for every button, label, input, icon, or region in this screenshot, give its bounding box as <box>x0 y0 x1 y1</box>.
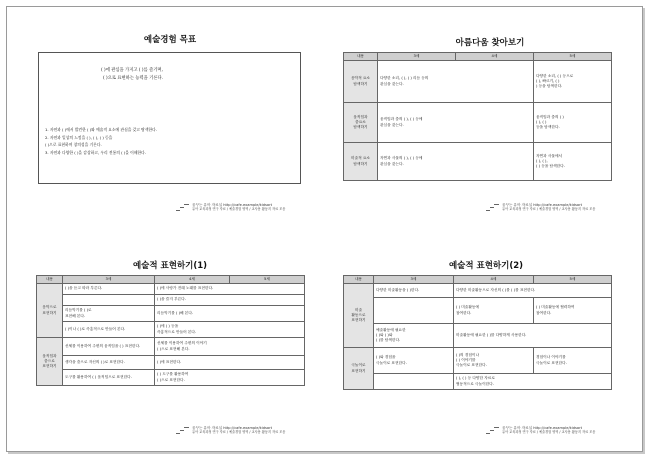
cell-age3: 리듬악기를 ( )로 표현해 본다. <box>63 306 155 322</box>
stairs-icon <box>486 427 500 435</box>
q2-header-age4: 4세 <box>456 53 534 61</box>
goal-item-3: 3. 자연과 다양한 ( )을 감상하고, 우리 전통의 ( )을 이해한다. <box>45 150 147 155</box>
table-row <box>37 306 305 322</box>
q2-header-age5: 5세 <box>534 53 612 61</box>
cell-age4: ( ) 미술활동에 참여한다. <box>454 298 534 324</box>
cell-age4-5: 미술활동에 필요한 ( )를 다양하게 사용한다. <box>454 324 612 348</box>
goal-item-1: 1. 자연과 ( )에서 발견한 ( )와 예술적 요소에 관심을 갖고 탐색한다. <box>45 127 158 132</box>
cell-age5: 경험이나 이야기를 극놀이로 표현한다. <box>534 348 612 374</box>
goal-line-1: ( )에 관심을 가지고 ( )를 즐기며, <box>101 68 163 73</box>
q3-header-age4: 4세 <box>155 276 230 284</box>
cell-age3 <box>63 295 155 306</box>
stairs-icon <box>176 427 190 435</box>
table-row <box>344 324 612 348</box>
q1-footer: 꿈꾸는 유아 자료실 http://cafe.example/kidsart 유아 교육과정 연구 자료 / 예술경험 영역 / 교사용 활동지 자료 모음 <box>192 203 286 212</box>
cell-age3-4: 움직임과 춤의 ( ), ( ) 등에 관심을 갖는다. <box>378 103 534 143</box>
cell-age3 <box>374 374 454 390</box>
table-row <box>37 356 305 370</box>
group-label: 움직임과 춤으로 표현하기 <box>37 338 63 386</box>
cell-age3-4: 다양한 소리, ( ), ( ) 리듬 등의 관심을 갖는다. <box>378 61 534 103</box>
cell-age4-5: 신체를 이용하여 주변의 이야기 ( )으로 표현해 본다. <box>155 338 305 356</box>
q3-header-content: 내용 <box>37 276 63 284</box>
stairs-icon <box>176 204 190 212</box>
cell-age3: 신체를 이용하여 주변의 움직임을 ( ) 표현한다. <box>63 338 155 356</box>
goal-item-2: 2. 자연과 일상의 느낌을 ( ), ( ), ( ) 등을 <box>45 135 113 140</box>
table-row <box>37 338 305 356</box>
cell-age5: 움직임과 춤의 ( ) ( ), ( ) 등을 탐색한다. <box>534 103 612 143</box>
cell-age3: ( )을 듣고 따라 부른다. <box>63 284 155 295</box>
cell-age4-5: ( )에 표현한다. <box>155 356 305 370</box>
q2-table <box>343 52 612 181</box>
q4-header-age5: 5세 <box>534 276 612 284</box>
cell-age4: ( )의 경험이나 ( ) 이야기를 극놀이로 표현한다. <box>454 348 534 374</box>
q1-title: 예술경험 목표 <box>143 35 197 45</box>
row-label: 음악적 요소 탐색하기 <box>344 61 378 103</box>
row-label: 움직임과 춤요소 탐색하기 <box>344 103 378 143</box>
cell-age3: 도구를 활용하여 ( ) 움직임으로 표현한다. <box>63 370 155 386</box>
cell-age4-5: 다양한 미술활동으로 자신의 ( )를 ( )를 표현한다. <box>454 284 612 298</box>
q3-header-age3: 3세 <box>63 276 155 284</box>
table-row <box>37 322 305 338</box>
table-row <box>344 103 612 143</box>
q4-header-age4: 4세 <box>454 276 534 284</box>
q2-title: 아름다움 찾아보기 <box>455 38 525 48</box>
q3-footer: 꿈꾸는 유아 자료실 http://cafe.example/kidsart 유아 교육과정 연구 자료 / 예술경험 영역 / 교사용 활동지 자료 모음 <box>192 426 286 435</box>
table-row <box>344 298 612 324</box>
group-label: 음악으로 표현하기 <box>37 284 63 338</box>
group-label: 극놀이로 표현하기 <box>344 348 374 390</box>
cell-age3-4: 자연과 사물의 ( ), ( ) 등에 관심을 갖는다. <box>378 143 534 181</box>
q2-header-content: 내용 <box>344 53 378 61</box>
q4-table <box>343 275 612 390</box>
q4-title: 예술적 표현하기(2) <box>448 261 524 271</box>
cell-age4-5: ( )에 ( ) 등을 즉흥적으로 만들어 본다. <box>155 322 305 338</box>
goal-item-2-cont: ( )으로 표현하며 창의성을 기른다. <box>45 142 102 147</box>
row-label: 미술적 요소 탐색하기 <box>344 143 378 181</box>
stairs-icon <box>486 204 500 212</box>
cell-age4-5: ( )에 사랑가 전래 노래를 표현한다. <box>155 284 305 295</box>
q3-table <box>36 275 305 386</box>
table-row <box>37 370 305 386</box>
table-row <box>344 284 612 298</box>
q4-header-content: 내용 <box>344 276 374 284</box>
q2-footer: 꿈꾸는 유아 자료실 http://cafe.example/kidsart 유아 교육과정 연구 자료 / 예술경험 영역 / 교사용 활동지 자료 모음 <box>502 203 596 212</box>
cell-age4-5: ( ), ( ) 등 다양한 자료로 협동적으로 극놀이한다. <box>454 374 612 390</box>
q3-header-age5: 5세 <box>230 276 305 284</box>
cell-age3: 다양한 미술활동을 ( )한다. <box>374 284 454 298</box>
cell-age4-5: ( ) 도구를 활용하여 ( )으로 표현한다. <box>155 370 305 386</box>
goal-line-2: ( )으로 표현하는 능력을 기른다. <box>103 76 163 81</box>
table-row <box>37 295 305 306</box>
cell-age3: 예술활동에 필요한 ( )와 ( )와 ( )를 탐색한다. <box>374 324 454 348</box>
table-row <box>37 284 305 295</box>
cell-age5: ( ) 미술활동에 협력하여 참여한다. <box>534 298 612 324</box>
q2-header-age3: 3세 <box>378 53 456 61</box>
q4-header-age3: 3세 <box>374 276 454 284</box>
cell-age4-5: ( )을 즐겨 부른다. <box>155 295 305 306</box>
cell-age5: 다양한 소리, ( ) 등으로 ( ), 빠르기, ( ) ) 등을 탐색한다. <box>534 61 612 103</box>
cell-age3: 생각을 춤으로 자신의 ( )로 표현한다. <box>63 356 155 370</box>
cell-age3: ( )와 경험을 극놀이로 표현한다. <box>374 348 454 374</box>
table-row <box>344 348 612 374</box>
group-label: 미술 활동으로 표현하기 <box>344 284 374 348</box>
goal-box <box>38 52 301 184</box>
cell-age4-5: 리듬악기를 ( )해 본다. <box>155 306 305 322</box>
table-row <box>344 374 612 390</box>
table-row <box>344 143 612 181</box>
cell-age3: ( )이나 ( )로 즉흥적으로 만들어 본다. <box>63 322 155 338</box>
cell-age5: 자연과 사물에서 ( ), ( ), ( ) 등을 탐색한다. <box>534 143 612 181</box>
cell-age3 <box>374 298 454 324</box>
table-row <box>344 61 612 103</box>
q4-footer: 꿈꾸는 유아 자료실 http://cafe.example/kidsart 유아 교육과정 연구 자료 / 예술경험 영역 / 교사용 활동지 자료 모음 <box>502 426 596 435</box>
q3-title: 예술적 표현하기(1) <box>132 261 208 271</box>
